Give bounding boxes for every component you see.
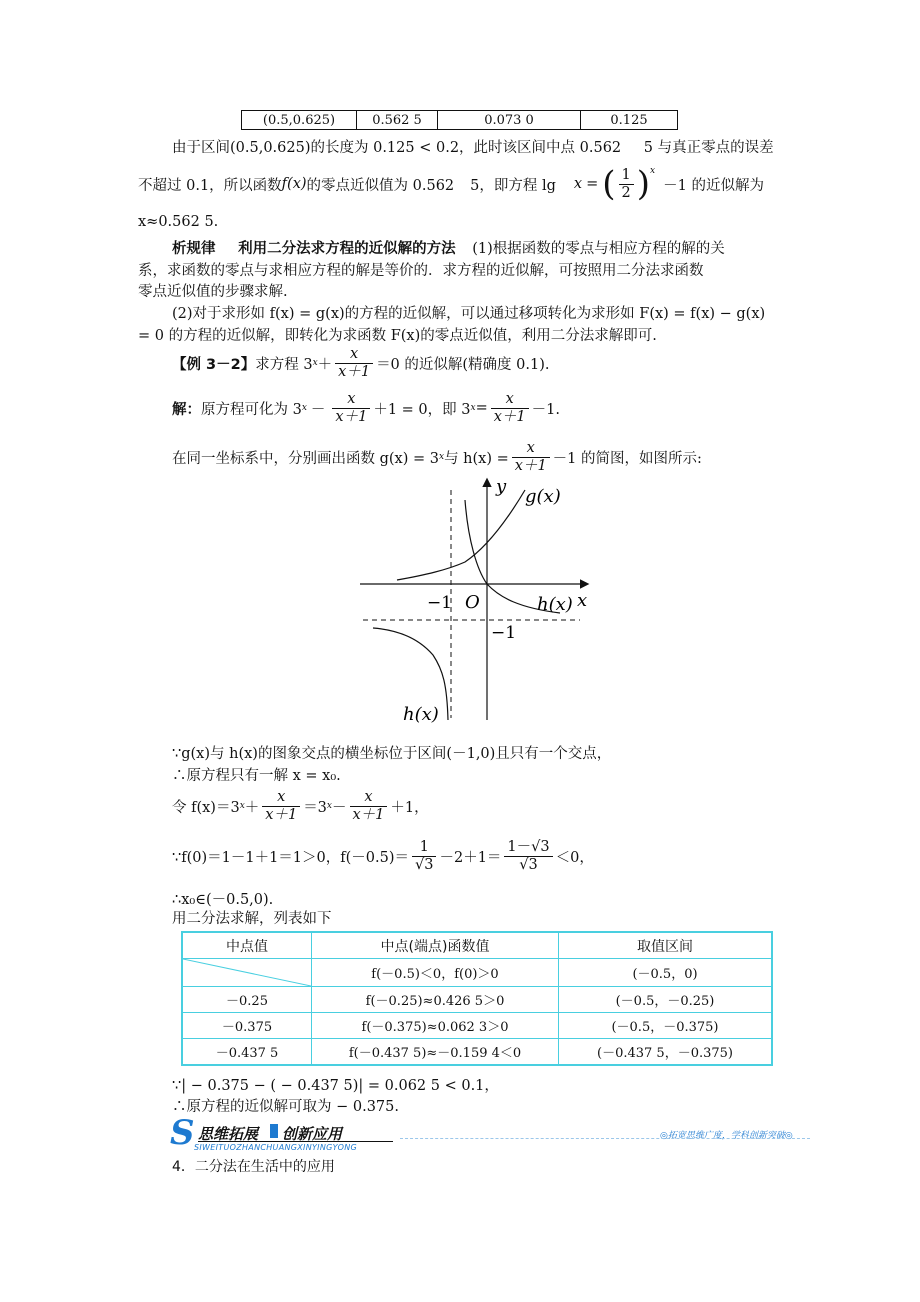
text: － [332, 799, 347, 816]
table-cell-diagonal [182, 959, 312, 987]
text: √3 [415, 856, 434, 873]
banner-slogan: ◎拓宽思维广度，学科创新突破◎ [660, 1131, 793, 1141]
text: x＋1 [352, 806, 385, 823]
text: ∵f(0)＝1－1＋1＝1＞0，f(－0.5)＝ [172, 849, 409, 866]
top-table [241, 110, 678, 130]
text: 1 [619, 167, 634, 185]
h-label-right: h(x) [537, 594, 573, 615]
fraction [412, 839, 436, 874]
text: x [312, 358, 318, 368]
text: = [475, 400, 488, 416]
top-table-cell: (0.5,0.625) [242, 111, 357, 130]
example-line [172, 343, 550, 383]
function-graph [355, 470, 595, 730]
text: x [491, 391, 529, 409]
text: －1. [531, 401, 560, 418]
text: x [573, 176, 583, 192]
text: x＋1 [514, 457, 547, 474]
para1-line2 [138, 162, 764, 206]
reason-line2: ∴原方程只有一解 x = x₀. [172, 768, 341, 784]
text: －2＋1＝ [439, 849, 502, 866]
table-header-row [182, 932, 772, 959]
text: 求方程 3 [255, 356, 313, 373]
table-cell: (－0.437 5，－0.375) [559, 1039, 773, 1066]
top-table-cell: 0.125 [581, 111, 678, 130]
text: x [326, 801, 332, 811]
para1-line3: x≈0.562 5. [138, 214, 219, 230]
table-row [182, 1039, 772, 1066]
fraction [491, 391, 529, 426]
text: 令 f(x)＝3 [172, 799, 240, 816]
table-cell: －0.437 5 [182, 1039, 312, 1066]
text: x [262, 789, 300, 807]
example-label: 【例 3－2】 [172, 356, 256, 373]
text: x [470, 403, 476, 413]
table-cell: (－0.5，0) [559, 959, 773, 987]
table-row [182, 959, 772, 987]
banner-pinyin: SIWEITUOZHANCHUANGXINYINGYONG [194, 1143, 358, 1152]
text: 2 [621, 184, 631, 201]
solution-line [172, 388, 560, 428]
table-cell: f(－0.25)≈0.426 5＞0 [312, 987, 559, 1013]
table-cell: －0.375 [182, 1013, 312, 1039]
fraction [332, 391, 370, 426]
section-banner [170, 1113, 820, 1156]
text: －1 的近似解为 [663, 177, 764, 194]
g-curve [397, 490, 525, 580]
rule-line2: 系，求函数的零点与求相应方程的解是等价的．求方程的近似解，可按照用二分法求函数 [138, 263, 704, 279]
text: ＝3 [303, 799, 327, 816]
text: f(x) [281, 176, 307, 192]
text: 原方程可化为 3 [201, 401, 302, 418]
reason-line3 [172, 784, 429, 828]
text: 不超过 0.1，所以函数 [138, 177, 282, 194]
paren-right: ) [636, 164, 651, 204]
text: － [310, 401, 326, 418]
text: 1 [412, 839, 436, 857]
text: ＜0， [555, 849, 594, 866]
text: √3 [519, 856, 538, 873]
bisection-table [181, 931, 773, 1066]
text: 5，即方程 lg [470, 177, 556, 194]
banner-title: 思维拓展 [198, 1125, 259, 1143]
text: ＋ [317, 356, 333, 373]
top-table-cell: 0.073 0 [438, 111, 581, 130]
text: (1)根据函数的零点与相应方程的解的关 [472, 241, 725, 257]
reason-line1: ∵g(x)与 h(x)的图象交点的横坐标位于区间(－1,0)且只有一个交点， [172, 746, 612, 762]
conclusion-line2: ∴原方程的近似解可取为 − 0.375. [172, 1099, 399, 1115]
table-header-cell: 取值区间 [559, 932, 773, 959]
solution-label: 解： [172, 401, 201, 418]
text: x [650, 166, 656, 176]
rule-line5: = 0 的方程的近似解，即转化为求函数 F(x)的零点近似值，利用二分法求解即可. [138, 328, 657, 344]
g-label: g(x) [525, 486, 561, 507]
text: x＋1 [338, 363, 371, 380]
text: x [335, 346, 373, 364]
text: 1－√3 [504, 839, 552, 857]
table-cell: (－0.5，－0.375) [559, 1013, 773, 1039]
x-axis-label: x [577, 590, 588, 611]
text: －1 的简图，如图所示: [552, 450, 702, 467]
fraction [335, 346, 373, 381]
neg-one-x-label: −1 [427, 593, 453, 613]
text: x＋1 [493, 408, 526, 425]
diagonal-line [183, 959, 311, 986]
text: x＋1 [335, 408, 368, 425]
table-header-cell: 中点(端点)函数值 [312, 932, 559, 959]
text: = [586, 176, 599, 192]
text: 在同一坐标系中，分别画出函数 g(x) = 3 [172, 450, 439, 467]
table-cell: f(－0.5)＜0，f(0)＞0 [312, 959, 559, 987]
section-4-heading: 4．二分法在生活中的应用 [172, 1159, 335, 1175]
text: 的零点近似值为 0.562 [306, 177, 455, 194]
banner-underline [198, 1141, 393, 1142]
table-cell: f(－0.437 5)≈－0.159 4＜0 [312, 1039, 559, 1066]
reason-line5: ∴x₀∈(－0.5,0). [172, 892, 274, 908]
paren-left: ( [602, 164, 616, 204]
table-cell: －0.25 [182, 987, 312, 1013]
text: 由于区间(0.5,0.625)的长度为 0.125 < 0.2，此时该区间中点 0.562 [172, 140, 622, 156]
banner-s-logo: S [170, 1113, 195, 1153]
half-fraction [619, 167, 634, 202]
text: 5 与真正零点的误差 [643, 140, 774, 156]
banner-divider [270, 1124, 278, 1138]
table-cell: (－0.5，－0.25) [559, 987, 773, 1013]
text: x [512, 440, 550, 458]
para1-line1 [172, 136, 774, 157]
text: 与 h(x) = [444, 450, 509, 467]
text: ＝0 的近似解(精确度 0.1). [376, 356, 550, 373]
top-table-cell: 0.562 5 [357, 111, 438, 130]
y-axis-label: y [496, 476, 507, 497]
text: x [239, 801, 245, 811]
table-header-cell: 中点值 [182, 932, 312, 959]
text: 利用二分法求方程的近似解的方法 [238, 241, 456, 257]
text: x [350, 789, 388, 807]
text: 析规律 [172, 241, 216, 257]
fraction [350, 789, 388, 824]
fraction [504, 839, 552, 874]
banner-dash-line [400, 1138, 810, 1139]
h-label-left: h(x) [403, 704, 439, 725]
conclusion-line1: ∵| − 0.375 − ( − 0.437 5)| = 0.062 5 < 0.1， [172, 1078, 499, 1094]
table-row [182, 987, 772, 1013]
text: ＋1， [390, 799, 429, 816]
text: x＋1 [265, 806, 298, 823]
text: ＋1 = 0，即 3 [373, 401, 471, 418]
table-row [182, 1013, 772, 1039]
origin-label: O [465, 592, 480, 613]
text: x [332, 391, 370, 409]
banner-title2: 创新应用 [282, 1125, 343, 1143]
rule-line1 [172, 237, 725, 258]
reason-line4 [172, 832, 594, 880]
text: x [301, 403, 307, 413]
neg-one-y-label: −1 [491, 623, 517, 643]
rule-line3: 零点近似值的步骤求解. [138, 284, 288, 300]
text: x [438, 452, 445, 462]
rule-line4: (2)对于求形如 f(x) = g(x)的方程的近似解，可以通过移项转化为求形如 F(x) = f(x) − g(x) [172, 306, 766, 322]
table-cell: f(－0.375)≈0.062 3＞0 [312, 1013, 559, 1039]
fraction [262, 789, 300, 824]
reason-line6: 用二分法求解，列表如下 [172, 911, 332, 927]
text: ＋ [244, 799, 260, 816]
